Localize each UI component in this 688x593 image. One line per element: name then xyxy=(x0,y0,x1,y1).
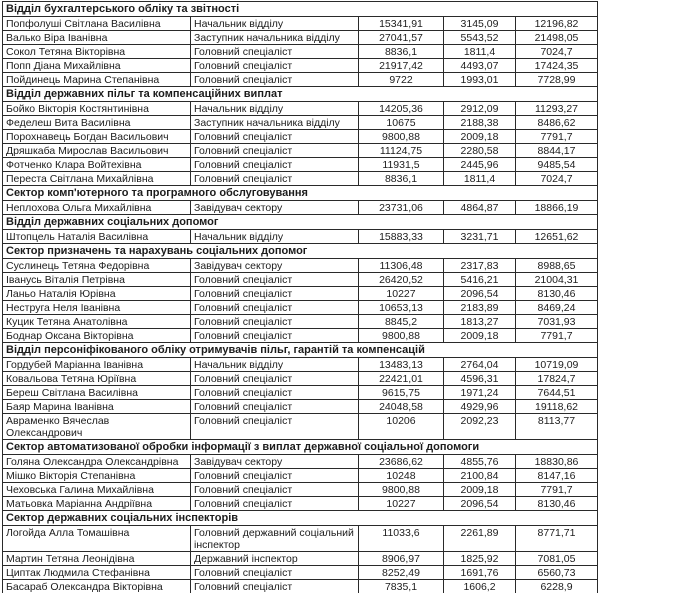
employee-name-cell: Баяр Марина Іванівна xyxy=(3,400,191,414)
amount-1-cell: 11033,6 xyxy=(359,526,444,552)
position-cell: Головний спеціаліст xyxy=(191,497,359,511)
position-cell: Головний спеціаліст xyxy=(191,580,359,593)
section-header-row xyxy=(3,343,598,358)
amount-2-cell: 1811,4 xyxy=(444,172,516,186)
employee-name-cell: Переста Світлана Михайлівна xyxy=(3,172,191,186)
position-cell: Головний спеціаліст xyxy=(191,130,359,144)
amount-3-cell: 7024,7 xyxy=(516,172,598,186)
employee-row xyxy=(3,497,598,511)
amount-3-cell: 8771,71 xyxy=(516,526,598,552)
section-header-row xyxy=(3,2,598,17)
employee-row xyxy=(3,526,598,552)
section-title: Відділ персоніфікованого обліку отримувачів пільг, гарантій та компенсацій xyxy=(3,343,598,358)
amount-2-cell: 3145,09 xyxy=(444,17,516,31)
position-cell: Головний спеціаліст xyxy=(191,315,359,329)
amount-3-cell: 7728,99 xyxy=(516,73,598,87)
amount-3-cell: 6560,73 xyxy=(516,566,598,580)
position-cell: Головний спеціаліст xyxy=(191,329,359,343)
position-cell: Головний спеціаліст xyxy=(191,386,359,400)
employee-name-cell: Ковальова Тетяна Юріївна xyxy=(3,372,191,386)
employee-row xyxy=(3,287,598,301)
position-cell: Головний спеціаліст xyxy=(191,372,359,386)
salary-table-body xyxy=(3,2,598,593)
amount-2-cell: 3231,71 xyxy=(444,230,516,244)
amount-3-cell: 21498,05 xyxy=(516,31,598,45)
employee-name-cell: Штопцель Наталія Василівна xyxy=(3,230,191,244)
employee-name-cell: Мартин Тетяна Леонідівна xyxy=(3,552,191,566)
employee-name-cell: Попфолуші Світлана Василівна xyxy=(3,17,191,31)
position-cell: Завідувач сектору xyxy=(191,259,359,273)
employee-name-cell: Суслинець Тетяна Федорівна xyxy=(3,259,191,273)
section-header-row xyxy=(3,440,598,455)
position-cell: Начальник відділу xyxy=(191,102,359,116)
amount-1-cell: 26420,52 xyxy=(359,273,444,287)
amount-1-cell: 13483,13 xyxy=(359,358,444,372)
position-cell: Головний спеціаліст xyxy=(191,469,359,483)
amount-3-cell: 12196,82 xyxy=(516,17,598,31)
amount-1-cell: 11931,5 xyxy=(359,158,444,172)
employee-name-cell: Неплохова Ольга Михайлівна xyxy=(3,201,191,215)
position-cell: Заступник начальника відділу xyxy=(191,31,359,45)
employee-name-cell: Авраменко Вячеслав Олександрович xyxy=(3,414,191,440)
section-title: Відділ державних пільг та компенсаційних виплат xyxy=(3,87,598,102)
amount-2-cell: 2096,54 xyxy=(444,497,516,511)
amount-3-cell: 6228,9 xyxy=(516,580,598,593)
amount-3-cell: 8486,62 xyxy=(516,116,598,130)
position-cell: Завідувач сектору xyxy=(191,455,359,469)
employee-name-cell: Сокол Тетяна Вікторівна xyxy=(3,45,191,59)
employee-name-cell: Голяна Олександра Олександрівна xyxy=(3,455,191,469)
employee-row xyxy=(3,172,598,186)
employee-row xyxy=(3,414,598,440)
amount-1-cell: 11124,75 xyxy=(359,144,444,158)
employee-row xyxy=(3,230,598,244)
employee-row xyxy=(3,552,598,566)
position-cell: Державний інспектор xyxy=(191,552,359,566)
amount-3-cell: 7791,7 xyxy=(516,329,598,343)
amount-1-cell: 9722 xyxy=(359,73,444,87)
position-cell: Головний спеціаліст xyxy=(191,287,359,301)
position-cell: Начальник відділу xyxy=(191,17,359,31)
amount-2-cell: 1825,92 xyxy=(444,552,516,566)
employee-name-cell: Куцик Тетяна Анатолівна xyxy=(3,315,191,329)
section-title: Відділ державних соціальних допомог xyxy=(3,215,598,230)
amount-1-cell: 15341,91 xyxy=(359,17,444,31)
position-cell: Головний спеціаліст xyxy=(191,483,359,497)
employee-name-cell: Береш Світлана Василівна xyxy=(3,386,191,400)
employee-row xyxy=(3,580,598,593)
salary-table xyxy=(2,1,598,593)
amount-3-cell: 18866,19 xyxy=(516,201,598,215)
position-cell: Головний спеціаліст xyxy=(191,301,359,315)
amount-2-cell: 2261,89 xyxy=(444,526,516,552)
employee-name-cell: Логойда Алла Томашівна xyxy=(3,526,191,552)
amount-2-cell: 5543,52 xyxy=(444,31,516,45)
employee-name-cell: Валько Віра Іванівна xyxy=(3,31,191,45)
position-cell: Головний спеціаліст xyxy=(191,273,359,287)
position-cell: Головний спеціаліст xyxy=(191,172,359,186)
position-cell: Головний державний соціальний інспектор xyxy=(191,526,359,552)
employee-row xyxy=(3,31,598,45)
position-cell: Головний спеціаліст xyxy=(191,59,359,73)
amount-2-cell: 2280,58 xyxy=(444,144,516,158)
employee-row xyxy=(3,17,598,31)
position-cell: Головний спеціаліст xyxy=(191,73,359,87)
employee-row xyxy=(3,315,598,329)
amount-1-cell: 10675 xyxy=(359,116,444,130)
employee-row xyxy=(3,455,598,469)
employee-name-cell: Неструга Неля Іванівна xyxy=(3,301,191,315)
employee-row xyxy=(3,358,598,372)
amount-1-cell: 10206 xyxy=(359,414,444,440)
amount-2-cell: 2009,18 xyxy=(444,329,516,343)
amount-3-cell: 8469,24 xyxy=(516,301,598,315)
position-cell: Завідувач сектору xyxy=(191,201,359,215)
employee-name-cell: Басараб Олександра Вікторівна xyxy=(3,580,191,593)
amount-3-cell: 8130,46 xyxy=(516,287,598,301)
amount-1-cell: 23686,62 xyxy=(359,455,444,469)
employee-row xyxy=(3,59,598,73)
amount-2-cell: 1691,76 xyxy=(444,566,516,580)
employee-row xyxy=(3,201,598,215)
amount-1-cell: 8836,1 xyxy=(359,45,444,59)
amount-1-cell: 8906,97 xyxy=(359,552,444,566)
amount-2-cell: 2764,04 xyxy=(444,358,516,372)
employee-row xyxy=(3,102,598,116)
amount-2-cell: 2100,84 xyxy=(444,469,516,483)
section-title: Сектор комп'ютерного та програмного обслуговування xyxy=(3,186,598,201)
amount-3-cell: 17824,7 xyxy=(516,372,598,386)
amount-2-cell: 4855,76 xyxy=(444,455,516,469)
amount-3-cell: 17424,35 xyxy=(516,59,598,73)
employee-name-cell: Феделеш Вита Василівна xyxy=(3,116,191,130)
amount-2-cell: 1606,2 xyxy=(444,580,516,593)
amount-2-cell: 2183,89 xyxy=(444,301,516,315)
amount-3-cell: 7031,93 xyxy=(516,315,598,329)
employee-row xyxy=(3,273,598,287)
amount-1-cell: 23731,06 xyxy=(359,201,444,215)
section-header-row xyxy=(3,215,598,230)
employee-name-cell: Іванусь Віталія Петрівна xyxy=(3,273,191,287)
employee-name-cell: Бойко Вікторія Костянтинівна xyxy=(3,102,191,116)
amount-2-cell: 5416,21 xyxy=(444,273,516,287)
employee-name-cell: Попп Діана Михайлівна xyxy=(3,59,191,73)
section-header-row xyxy=(3,87,598,102)
amount-2-cell: 1993,01 xyxy=(444,73,516,87)
section-title: Відділ бухгалтерського обліку та звітності xyxy=(3,2,598,17)
amount-3-cell: 8988,65 xyxy=(516,259,598,273)
section-header-row xyxy=(3,244,598,259)
employee-row xyxy=(3,301,598,315)
amount-1-cell: 10248 xyxy=(359,469,444,483)
amount-1-cell: 8252,49 xyxy=(359,566,444,580)
amount-3-cell: 7791,7 xyxy=(516,130,598,144)
employee-row xyxy=(3,386,598,400)
amount-3-cell: 8130,46 xyxy=(516,497,598,511)
employee-row xyxy=(3,45,598,59)
employee-name-cell: Фотченко Клара Войтехівна xyxy=(3,158,191,172)
amount-1-cell: 9800,88 xyxy=(359,483,444,497)
amount-3-cell: 8844,17 xyxy=(516,144,598,158)
employee-row xyxy=(3,130,598,144)
employee-row xyxy=(3,116,598,130)
amount-1-cell: 8845,2 xyxy=(359,315,444,329)
amount-2-cell: 2096,54 xyxy=(444,287,516,301)
amount-1-cell: 15883,33 xyxy=(359,230,444,244)
section-header-row xyxy=(3,186,598,201)
employee-row xyxy=(3,259,598,273)
amount-1-cell: 10227 xyxy=(359,497,444,511)
employee-name-cell: Чеховська Галина Михайлівна xyxy=(3,483,191,497)
employee-row xyxy=(3,469,598,483)
amount-3-cell: 8113,77 xyxy=(516,414,598,440)
amount-1-cell: 11306,48 xyxy=(359,259,444,273)
amount-1-cell: 10227 xyxy=(359,287,444,301)
amount-2-cell: 2445,96 xyxy=(444,158,516,172)
employee-name-cell: Пойдинець Марина Степанівна xyxy=(3,73,191,87)
section-title: Сектор призначень та нарахувань соціальних допомог xyxy=(3,244,598,259)
amount-3-cell: 7024,7 xyxy=(516,45,598,59)
employee-row xyxy=(3,73,598,87)
section-header-row xyxy=(3,511,598,526)
amount-1-cell: 7835,1 xyxy=(359,580,444,593)
employee-row xyxy=(3,329,598,343)
amount-2-cell: 2009,18 xyxy=(444,130,516,144)
amount-2-cell: 4929,96 xyxy=(444,400,516,414)
amount-1-cell: 22421,01 xyxy=(359,372,444,386)
amount-2-cell: 2912,09 xyxy=(444,102,516,116)
amount-2-cell: 2317,83 xyxy=(444,259,516,273)
amount-3-cell: 19118,62 xyxy=(516,400,598,414)
amount-3-cell: 9485,54 xyxy=(516,158,598,172)
amount-2-cell: 2009,18 xyxy=(444,483,516,497)
employee-row xyxy=(3,372,598,386)
amount-3-cell: 12651,62 xyxy=(516,230,598,244)
amount-1-cell: 27041,57 xyxy=(359,31,444,45)
position-cell: Начальник відділу xyxy=(191,358,359,372)
amount-2-cell: 4596,31 xyxy=(444,372,516,386)
employee-name-cell: Гордубей Маріанна Іванівна xyxy=(3,358,191,372)
amount-2-cell: 4493,07 xyxy=(444,59,516,73)
amount-3-cell: 18830,86 xyxy=(516,455,598,469)
employee-row xyxy=(3,483,598,497)
amount-1-cell: 9615,75 xyxy=(359,386,444,400)
position-cell: Головний спеціаліст xyxy=(191,400,359,414)
amount-2-cell: 1813,27 xyxy=(444,315,516,329)
employee-row xyxy=(3,566,598,580)
section-title: Сектор державних соціальних інспекторів xyxy=(3,511,598,526)
employee-name-cell: Дряшкаба Мирослав Васильович xyxy=(3,144,191,158)
employee-name-cell: Боднар Оксана Вікторівна xyxy=(3,329,191,343)
employee-name-cell: Матьовка Маріанна Андріївна xyxy=(3,497,191,511)
amount-1-cell: 14205,36 xyxy=(359,102,444,116)
employee-row xyxy=(3,158,598,172)
employee-name-cell: Порохнавець Богдан Васильович xyxy=(3,130,191,144)
employee-name-cell: Циптак Людмила Стефанівна xyxy=(3,566,191,580)
amount-2-cell: 2188,38 xyxy=(444,116,516,130)
position-cell: Головний спеціаліст xyxy=(191,144,359,158)
amount-1-cell: 9800,88 xyxy=(359,130,444,144)
amount-1-cell: 21917,42 xyxy=(359,59,444,73)
position-cell: Головний спеціаліст xyxy=(191,566,359,580)
amount-3-cell: 7644,51 xyxy=(516,386,598,400)
amount-3-cell: 21004,31 xyxy=(516,273,598,287)
amount-2-cell: 2092,23 xyxy=(444,414,516,440)
amount-1-cell: 24048,58 xyxy=(359,400,444,414)
position-cell: Головний спеціаліст xyxy=(191,414,359,440)
amount-3-cell: 8147,16 xyxy=(516,469,598,483)
amount-3-cell: 10719,09 xyxy=(516,358,598,372)
position-cell: Головний спеціаліст xyxy=(191,45,359,59)
employee-name-cell: Ланьо Наталія Юрівна xyxy=(3,287,191,301)
section-title: Сектор автоматизованої обробки інформації з виплат державної соціальної допомоги xyxy=(3,440,598,455)
employee-row xyxy=(3,400,598,414)
employee-row xyxy=(3,144,598,158)
employee-name-cell: Мішко Вікторія Степанівна xyxy=(3,469,191,483)
amount-1-cell: 9800,88 xyxy=(359,329,444,343)
amount-2-cell: 1971,24 xyxy=(444,386,516,400)
amount-3-cell: 11293,27 xyxy=(516,102,598,116)
amount-1-cell: 10653,13 xyxy=(359,301,444,315)
amount-1-cell: 8836,1 xyxy=(359,172,444,186)
amount-2-cell: 1811,4 xyxy=(444,45,516,59)
position-cell: Головний спеціаліст xyxy=(191,158,359,172)
amount-3-cell: 7081,05 xyxy=(516,552,598,566)
position-cell: Заступник начальника відділу xyxy=(191,116,359,130)
amount-2-cell: 4864,87 xyxy=(444,201,516,215)
amount-3-cell: 7791,7 xyxy=(516,483,598,497)
position-cell: Начальник відділу xyxy=(191,230,359,244)
